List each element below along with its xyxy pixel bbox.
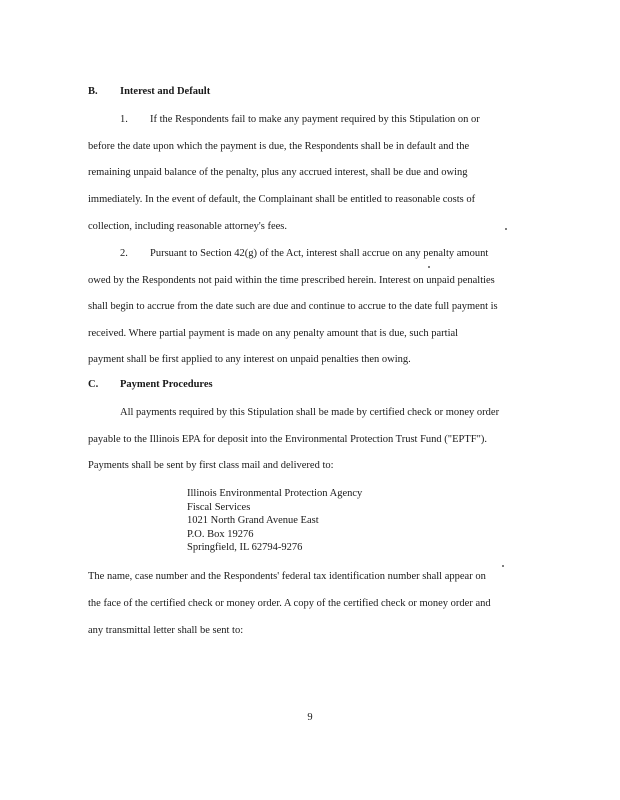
paragraph-2-line-4: received. Where partial payment is made on any penalty amount that is due, such partial bbox=[88, 328, 459, 339]
paragraph-4-line-1: The name, case number and the Respondents' federal tax identification number shall appear on bbox=[88, 571, 486, 582]
paragraph-3-line-1: All payments required by this Stipulation shall be made by certified check or money order bbox=[120, 407, 500, 418]
address-line-street: 1021 North Grand Avenue East bbox=[187, 515, 319, 526]
paragraph-2-line-3: shall begin to accrue from the date such are due and continue to accrue to the date full payment is bbox=[88, 301, 498, 312]
address-line-agency: Illinois Environmental Protection Agency bbox=[187, 488, 363, 499]
paragraph-1-line-3: remaining unpaid balance of the penalty, plus any accrued interest, shall be due and owing bbox=[88, 167, 468, 178]
scan-speck bbox=[502, 565, 504, 567]
paragraph-1-text-1: If the Respondents fail to make any payment required by this Stipulation on or bbox=[150, 114, 480, 125]
paragraph-1-number: 1. bbox=[120, 114, 128, 125]
paragraph-1-line-4: immediately. In the event of default, the Complainant shall be entitled to reasonable costs of bbox=[88, 194, 476, 205]
paragraph-1-line-2: before the date upon which the payment is due, the Respondents shall be in default and the bbox=[88, 141, 470, 152]
address-line-city: Springfield, IL 62794-9276 bbox=[187, 542, 303, 553]
paragraph-4-line-2: the face of the certified check or money order. A copy of the certified check or money order and bbox=[88, 598, 491, 609]
section-c-title: Payment Procedures bbox=[120, 379, 213, 390]
payment-address bbox=[187, 487, 362, 555]
paragraph-2-number: 2. bbox=[120, 248, 128, 259]
paragraph-2-line-1 bbox=[120, 247, 488, 261]
address-line-po-box: P.O. Box 19276 bbox=[187, 528, 254, 540]
address-line-department: Fiscal Services bbox=[187, 501, 251, 513]
section-c-letter: C. bbox=[88, 379, 99, 390]
section-b-title: Interest and Default bbox=[120, 86, 211, 97]
paragraph-1-line-1 bbox=[120, 113, 480, 127]
scan-speck bbox=[428, 266, 430, 268]
section-b-letter: B. bbox=[88, 86, 98, 97]
paragraph-3-line-2: payable to the Illinois EPA for deposit into the Environmental Protection Trust Fund ("EPTF"). bbox=[88, 434, 487, 445]
paragraph-4-line-3: any transmittal letter shall be sent to: bbox=[88, 625, 244, 636]
paragraph-3-line-3: Payments shall be sent by first class mail and delivered to: bbox=[88, 460, 334, 471]
scan-speck bbox=[505, 228, 507, 230]
paragraph-2-line-2: owed by the Respondents not paid within the time prescribed herein. Interest on unpaid penalties bbox=[88, 275, 495, 286]
section-c-heading bbox=[88, 378, 213, 392]
page-number: 9 bbox=[307, 712, 313, 723]
paragraph-2-line-5: payment shall be first applied to any interest on unpaid penalties then owing. bbox=[88, 354, 411, 365]
section-b-heading bbox=[88, 85, 210, 99]
paragraph-2-text-1: Pursuant to Section 42(g) of the Act, interest shall accrue on any penalty amount bbox=[150, 248, 489, 259]
paragraph-1-line-5: collection, including reasonable attorney's fees. bbox=[88, 221, 287, 232]
